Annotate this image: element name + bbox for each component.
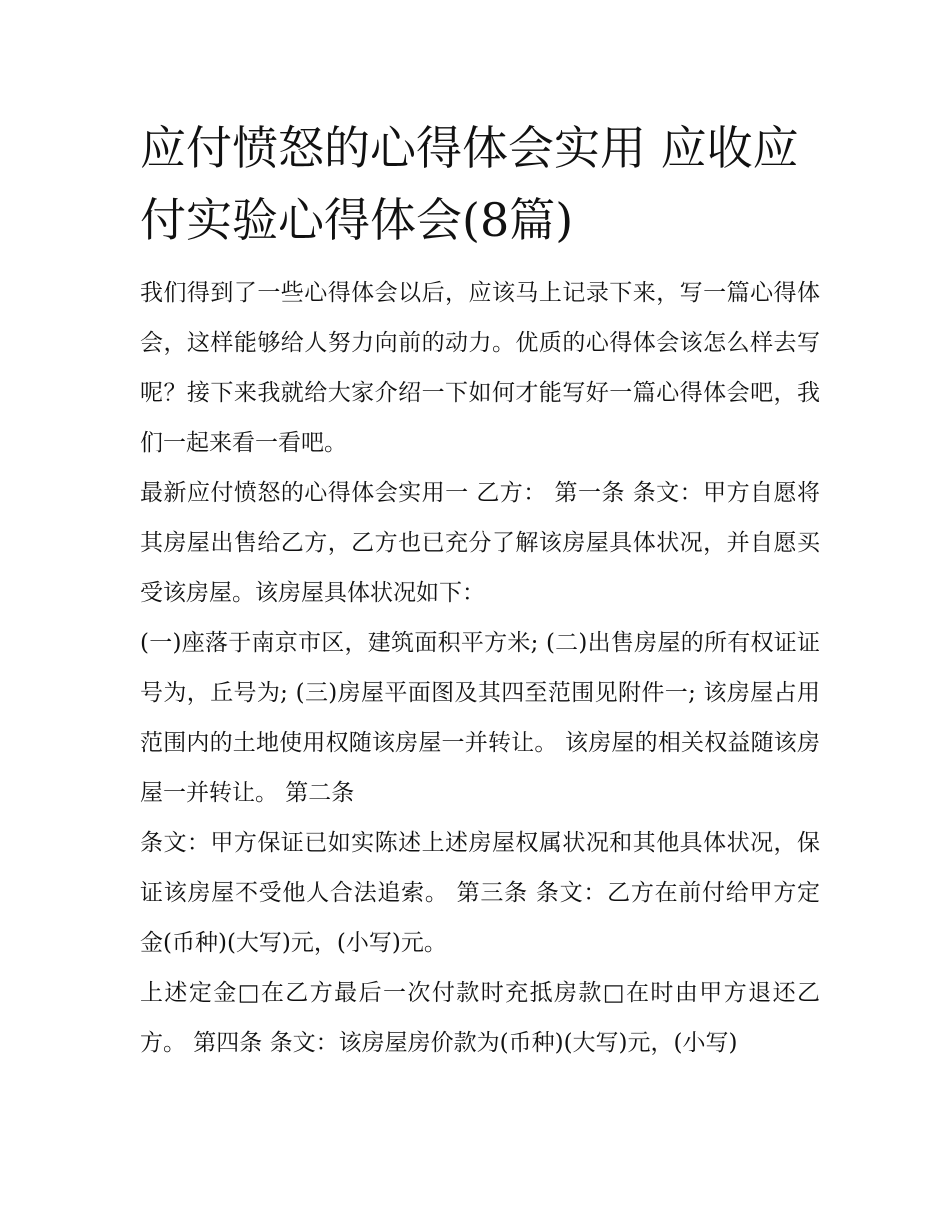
document-title: 应付愤怒的心得体会实用 应收应付实验心得体会(8篇) — [140, 121, 799, 247]
paragraph-article-two-three: 条文：甲方保证已如实陈述上述房屋权属状况和其他具体状况，保证该房屋不受他人合法追索。 第三条 条文：乙方在前付给甲方定金(币种)(大写)元，(小写)元。 — [140, 830, 820, 956]
paragraph-article-one: 最新应付愤怒的心得体会实用一 乙方： 第一条 条文：甲方自愿将其房屋出售给乙方，乙方也已充分了解该房屋具体状况，并自愿买受该房屋。该房屋具体状况如下： — [140, 480, 820, 606]
document-page — [140, 112, 820, 1068]
paragraph-property-details: (一)座落于南京市区，建筑面积平方米; (二)出售房屋的所有权证证号为，丘号为; (三)房屋平面图及其四至范围见附件一; 该房屋占用范围内的土地使用权随该房屋一并转让。 该房屋的相关权益随该房屋一并转让。 第二条 — [140, 630, 820, 806]
paragraph-deposit-article-four: 上述定金□在乙方最后一次付款时充抵房款□在时由甲方退还乙方。 第四条 条文：该房屋房价款为(币种)(大写)元，(小写) — [140, 980, 820, 1056]
paragraph-intro: 我们得到了一些心得体会以后，应该马上记录下来，写一篇心得体会，这样能够给人努力向前的动力。优质的心得体会该怎么样去写呢？接下来我就给大家介绍一下如何才能写好一篇心得体会吧，我们一起来看一看吧。 — [140, 280, 820, 456]
